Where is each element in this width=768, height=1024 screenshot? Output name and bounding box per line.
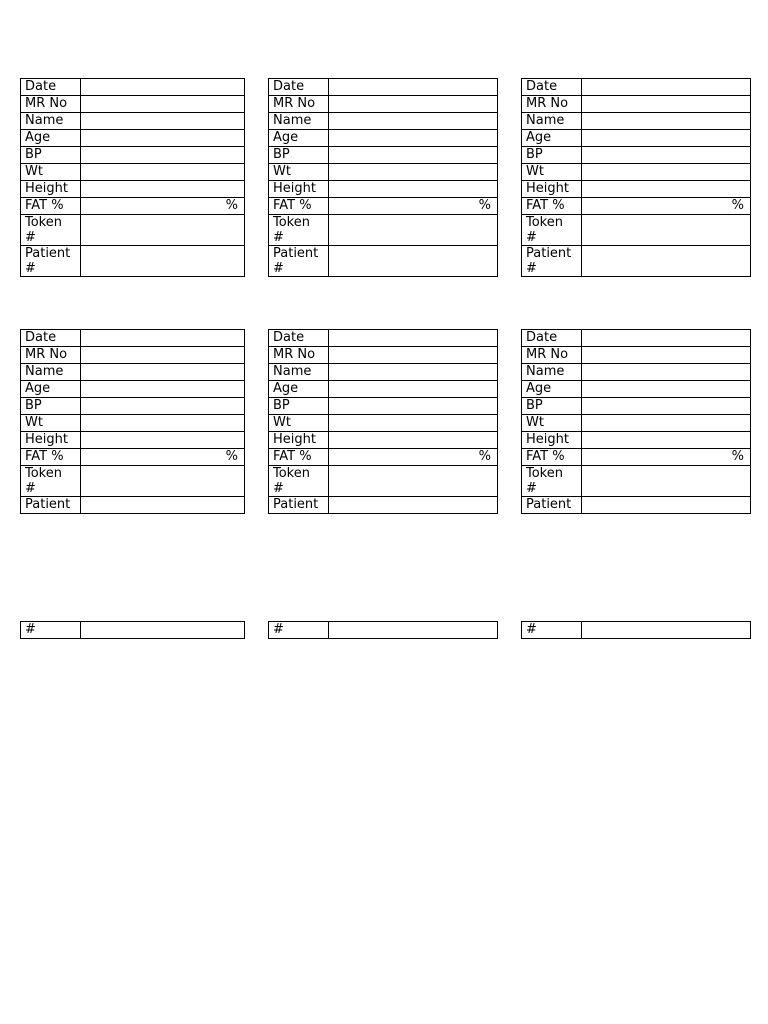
label-date: Date <box>522 79 582 96</box>
fat-field[interactable] <box>81 449 245 466</box>
label-height: Height <box>21 432 81 449</box>
label-patient-number: # <box>522 622 582 639</box>
patient-field[interactable] <box>329 497 498 514</box>
mr-no-field[interactable] <box>81 96 245 113</box>
fat-unit: % <box>731 449 744 464</box>
age-field[interactable] <box>582 130 751 147</box>
label-patient: Patient # <box>21 246 81 277</box>
wt-field[interactable] <box>81 164 245 181</box>
fat-field[interactable] <box>582 198 751 215</box>
label-wt: Wt <box>522 415 582 432</box>
label-fat: FAT % <box>21 449 81 466</box>
label-date: Date <box>269 79 329 96</box>
label-wt: Wt <box>21 164 81 181</box>
label-wt: Wt <box>269 164 329 181</box>
label-name: Name <box>522 364 582 381</box>
label-height: Height <box>21 181 81 198</box>
label-fat: FAT % <box>269 198 329 215</box>
date-field[interactable] <box>81 79 245 96</box>
age-field[interactable] <box>81 130 245 147</box>
patient-slip-4 <box>20 329 245 514</box>
wt-field[interactable] <box>81 415 245 432</box>
fat-unit: % <box>478 449 491 464</box>
mr-no-field[interactable] <box>582 96 751 113</box>
age-field[interactable] <box>329 130 498 147</box>
token-field[interactable] <box>329 466 498 497</box>
patient-field[interactable] <box>582 497 751 514</box>
label-bp: BP <box>269 147 329 164</box>
fat-unit: % <box>225 198 238 213</box>
name-field[interactable] <box>582 113 751 130</box>
label-patient: Patient <box>21 497 81 514</box>
token-field[interactable] <box>81 215 245 246</box>
bp-field[interactable] <box>81 147 245 164</box>
label-token: Token # <box>522 215 582 246</box>
label-token: Token # <box>21 466 81 497</box>
patient-slip-5 <box>268 329 498 514</box>
mr-no-field[interactable] <box>329 96 498 113</box>
label-name: Name <box>522 113 582 130</box>
patient-slip-6-continuation <box>521 621 751 639</box>
label-name: Name <box>21 113 81 130</box>
label-wt: Wt <box>21 415 81 432</box>
label-patient: Patient <box>522 497 582 514</box>
label-fat: FAT % <box>522 198 582 215</box>
label-wt: Wt <box>522 164 582 181</box>
date-field[interactable] <box>329 79 498 96</box>
patient-field[interactable] <box>81 622 245 639</box>
label-fat: FAT % <box>269 449 329 466</box>
label-name: Name <box>269 113 329 130</box>
patient-field[interactable] <box>582 246 751 277</box>
label-fat: FAT % <box>21 198 81 215</box>
patient-slip-1 <box>20 78 245 277</box>
wt-field[interactable] <box>582 164 751 181</box>
bp-field[interactable] <box>582 147 751 164</box>
label-height: Height <box>522 181 582 198</box>
fat-field[interactable] <box>329 449 498 466</box>
fat-field[interactable] <box>329 198 498 215</box>
height-field[interactable] <box>81 432 245 449</box>
label-mr-no: MR No <box>522 96 582 113</box>
wt-field[interactable] <box>582 415 751 432</box>
age-field[interactable] <box>81 381 245 398</box>
name-field[interactable] <box>81 364 245 381</box>
height-field[interactable] <box>582 181 751 198</box>
age-field[interactable] <box>582 381 751 398</box>
label-height: Height <box>269 432 329 449</box>
label-age: Age <box>522 381 582 398</box>
bp-field[interactable] <box>329 147 498 164</box>
patient-slip-5-continuation <box>268 621 498 639</box>
label-patient: Patient # <box>269 246 329 277</box>
date-field[interactable] <box>329 330 498 347</box>
label-bp: BP <box>269 398 329 415</box>
label-wt: Wt <box>269 415 329 432</box>
label-token: Token # <box>269 215 329 246</box>
label-name: Name <box>269 364 329 381</box>
label-token: Token # <box>269 466 329 497</box>
label-patient-number: # <box>269 622 329 639</box>
wt-field[interactable] <box>329 164 498 181</box>
name-field[interactable] <box>329 364 498 381</box>
bp-field[interactable] <box>329 398 498 415</box>
patient-slip-3 <box>521 78 751 277</box>
label-age: Age <box>269 381 329 398</box>
label-mr-no: MR No <box>21 347 81 364</box>
patient-field[interactable] <box>81 246 245 277</box>
age-field[interactable] <box>329 381 498 398</box>
label-bp: BP <box>21 398 81 415</box>
label-bp: BP <box>522 147 582 164</box>
fat-unit: % <box>731 198 744 213</box>
label-mr-no: MR No <box>21 96 81 113</box>
fat-field[interactable] <box>582 449 751 466</box>
label-date: Date <box>21 79 81 96</box>
name-field[interactable] <box>582 364 751 381</box>
label-mr-no: MR No <box>522 347 582 364</box>
label-patient: Patient <box>269 497 329 514</box>
label-age: Age <box>522 130 582 147</box>
label-name: Name <box>21 364 81 381</box>
patient-field[interactable] <box>582 622 751 639</box>
label-date: Date <box>269 330 329 347</box>
label-patient-number: # <box>21 622 81 639</box>
label-date: Date <box>522 330 582 347</box>
label-age: Age <box>21 381 81 398</box>
token-field[interactable] <box>329 215 498 246</box>
label-age: Age <box>269 130 329 147</box>
patient-slip-2 <box>268 78 498 277</box>
label-height: Height <box>269 181 329 198</box>
patient-field[interactable] <box>329 622 498 639</box>
height-field[interactable] <box>81 181 245 198</box>
label-patient: Patient # <box>522 246 582 277</box>
label-date: Date <box>21 330 81 347</box>
height-field[interactable] <box>329 432 498 449</box>
date-field[interactable] <box>582 330 751 347</box>
label-bp: BP <box>522 398 582 415</box>
label-token: Token # <box>522 466 582 497</box>
token-field[interactable] <box>582 215 751 246</box>
name-field[interactable] <box>329 113 498 130</box>
patient-slip-4-continuation <box>20 621 245 639</box>
mr-no-field[interactable] <box>582 347 751 364</box>
label-mr-no: MR No <box>269 347 329 364</box>
mr-no-field[interactable] <box>329 347 498 364</box>
patient-field[interactable] <box>81 497 245 514</box>
name-field[interactable] <box>81 113 245 130</box>
date-field[interactable] <box>81 330 245 347</box>
date-field[interactable] <box>582 79 751 96</box>
token-field[interactable] <box>582 466 751 497</box>
token-field[interactable] <box>81 466 245 497</box>
bp-field[interactable] <box>582 398 751 415</box>
label-mr-no: MR No <box>269 96 329 113</box>
fat-unit: % <box>478 198 491 213</box>
mr-no-field[interactable] <box>81 347 245 364</box>
label-token: Token # <box>21 215 81 246</box>
label-age: Age <box>21 130 81 147</box>
patient-field[interactable] <box>329 246 498 277</box>
height-field[interactable] <box>329 181 498 198</box>
wt-field[interactable] <box>329 415 498 432</box>
fat-field[interactable] <box>81 198 245 215</box>
fat-unit: % <box>225 449 238 464</box>
patient-slip-6 <box>521 329 751 514</box>
label-bp: BP <box>21 147 81 164</box>
label-height: Height <box>522 432 582 449</box>
bp-field[interactable] <box>81 398 245 415</box>
height-field[interactable] <box>582 432 751 449</box>
label-fat: FAT % <box>522 449 582 466</box>
